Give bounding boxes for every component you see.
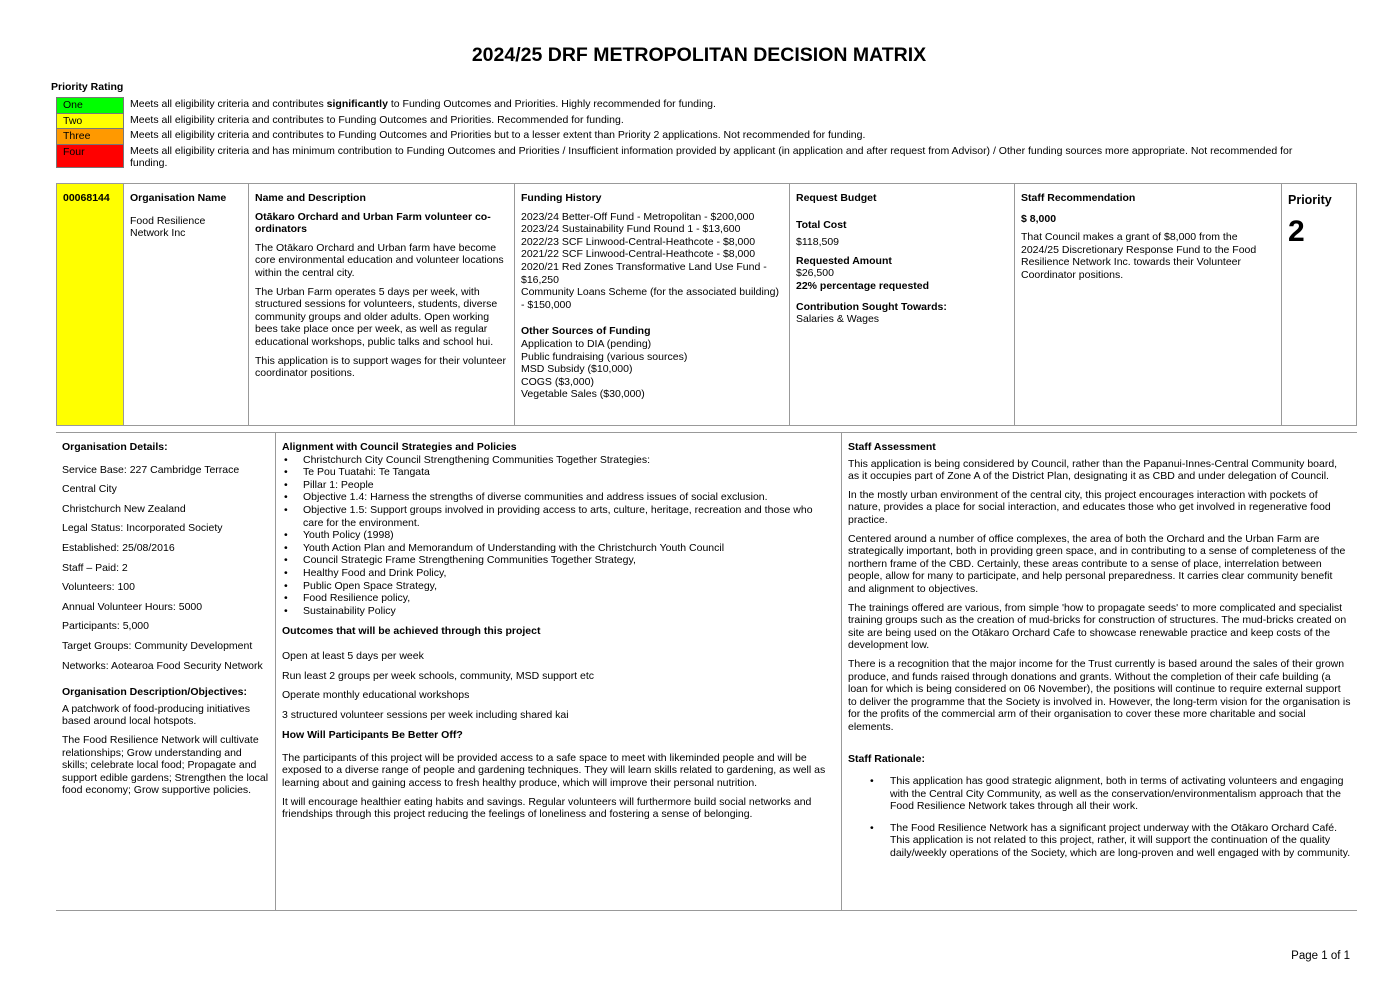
funding-history-heading: Funding History [521, 192, 602, 204]
outcome-item: 3 structured volunteer sessions per week including shared kai [282, 708, 569, 721]
rationale-list [848, 775, 1351, 860]
priority-desc-four: Meets all eligibility criteria and has minimum contribution to Funding Outcomes and Priorities / Insufficient information provided by applicant (in application and after request from Advisor) / Other funding sources more appropriate. Not recommended for funding. [130, 144, 1293, 170]
funding-history-item: 2022/23 SCF Linwood-Central-Heathcote - $8,000 [521, 235, 756, 248]
request-budget-heading: Request Budget [796, 192, 877, 204]
staff-assessment-heading: Staff Assessment [848, 441, 936, 453]
alignment-item: • Pillar 1: People [282, 479, 835, 492]
rationale-item: • This application has good strategic alignment, both in terms of activating volunteers and engaging with the Central City Community, as well as the conservation/environmentalism approach that the Food Resilience Network takes through all their work. [848, 775, 1351, 813]
funding-history-item: Community Loans Scheme (for the associated building) - $150,000 [521, 286, 779, 311]
assessment-para: The trainings offered are various, from simple 'how to propagate seeds' to more complicated and specialist training groups such as the creation of mud-bricks for construction of structures. The mud-bricks created on site are being used on the Otākaro Orchard Cafe to showcase renewable practice and keep costs of the development low. [848, 601, 1347, 652]
alignment-item: • Youth Action Plan and Memorandum of Understanding with the Christchurch Youth Council [282, 542, 835, 555]
other-funding-item: Public fundraising (various sources) [521, 350, 688, 363]
better-off-para: The participants of this project will be provided access to a safe space to meet with likeminded people and will be exposed to a diverse range of people and gardening techniques. They will learn skills related to gardening, as well as learning about and gaining access to fresh healthy produce, which will improve their personal nutrition. [282, 751, 826, 790]
org-detail-line: Staff – Paid: 2 [62, 561, 128, 574]
better-off-heading: How Will Participants Be Better Off? [282, 729, 463, 742]
name-description-heading: Name and Description [255, 192, 366, 204]
org-detail-line: Central City [62, 483, 117, 496]
alignment-item: • Te Pou Tuatahi: Te Tangata [282, 466, 835, 479]
staff-recommendation-amount: $ 8,000 [1021, 212, 1057, 225]
alignment-item: • Objective 1.4: Harness the strengths of diverse communities and address issues of social exclusion. [282, 491, 835, 504]
staff-rationale-heading: Staff Rationale: [848, 753, 926, 766]
priority-cell [1282, 184, 1356, 425]
priority-desc-two: Meets all eligibility criteria and contributes to Funding Outcomes and Priorities. Recommended for funding. [130, 113, 624, 126]
org-details-heading: Organisation Details: [62, 441, 168, 453]
org-name-heading: Organisation Name [130, 192, 227, 204]
org-detail-line: Service Base: 227 Cambridge Terrace [62, 463, 240, 476]
funding-history-item: 2021/22 SCF Linwood-Central-Heathcote - $8,000 [521, 248, 756, 261]
priority-swatch-one: One [56, 97, 124, 113]
assessment-para: This application is being considered by Council, rather than the Papanui-Innes-Central Community board, as it occupies part of Zone A of the District Plan, designating it as CBD and under delegation of Council. [848, 457, 1338, 483]
alignment-list [282, 454, 835, 618]
alignment-item: • Public Open Space Strategy, [282, 580, 835, 593]
org-description-heading: Organisation Description/Objectives: [62, 686, 247, 699]
org-description-para: A patchwork of food-producing initiatives based around local hotspots. [62, 702, 250, 728]
priority-value: 2 [1288, 215, 1305, 248]
better-off-para: It will encourage healthier eating habits and savings. Regular volunteers will furthermore build social networks and friendships through this project reducing the feelings of loneliness and fostering a sense of belonging. [282, 795, 812, 821]
assessment-para: There is a recognition that the major income for the Trust currently is based around the sales of their grown produce, and funds raised through donations and grants. Without the completion of their cafe building (a loan for which is being considered on 06 November), the positions will continue to require external support to deliver the programme that the Society is involved in. However, the long-term vision for the organisation is for the profits of the commercial arm of their organisation to cover these more charitable and social elements. [848, 657, 1351, 733]
org-detail-line: Established: 25/08/2016 [62, 541, 175, 554]
org-detail-line: Participants: 5,000 [62, 620, 149, 633]
staff-assessment-cell [842, 433, 1357, 910]
total-cost-value: $118,509 [796, 236, 840, 249]
organisation-cell [124, 184, 249, 425]
details-table [56, 433, 1357, 911]
priority-row-two [56, 113, 1316, 129]
staff-recommendation-text: That Council makes a grant of $8,000 from the 2024/25 Discretionary Response Fund to the Food Resilience Network Inc. towards their Volunteer Coordinator positions. [1021, 231, 1257, 281]
page-number: Page 1 of 1 [1291, 950, 1350, 962]
org-name: Food Resilience Network Inc [130, 214, 206, 240]
alignment-item: • Objective 1.5: Support groups involved in providing access to arts, culture, heritage, recreation and those who care for the environment. [282, 504, 835, 529]
request-budget-cell [790, 184, 1015, 425]
alignment-item: • Healthy Food and Drink Policy, [282, 567, 835, 580]
org-detail-line: Networks: Aotearoa Food Security Network [62, 659, 263, 672]
outcome-item: Run least 2 groups per week schools, community, MSD support etc [282, 669, 595, 682]
priority-swatch-three: Three [56, 128, 124, 144]
contribution-sought-value: Salaries & Wages [796, 313, 880, 326]
org-detail-line: Target Groups: Community Development [62, 639, 253, 652]
other-funding-item: COGS ($3,000) [521, 375, 594, 388]
other-funding-heading: Other Sources of Funding [521, 325, 651, 338]
description-para: The Urban Farm operates 5 days per week, with structured sessions for volunteers, students, diverse community groups and older adults. Open working bees take place once per week, as well as regular educational workshops, public talks and school hui. [255, 285, 498, 348]
description-para: This application is to support wages for their volunteer coordinator positions. [255, 354, 506, 380]
org-detail-line: Annual Volunteer Hours: 5000 [62, 600, 203, 613]
org-description-para: The Food Resilience Network will cultivate relationships; Grow understanding and skills; celebrate local food; Propagate and support edible gardens; Strengthen the local food economy; Grow supportive policies. [62, 733, 269, 797]
description-para: The Otākaro Orchard and Urban farm have become core environmental education and volunteer locations within the central city. [255, 241, 504, 279]
alignment-item: • Food Resilience policy, [282, 592, 835, 605]
assessment-para: Centered around a number of office complexes, the area of both the Orchard and the Urban Farm are strategically important, both in providing green space, and in contributing to a sense of completeness of the northern frame of the CBD. Certainly, these areas contribute to a sense of place, interrelation between people, allow for many to participate, and help personal preparedness. It carries clear community benefit and alignment to objectives. [848, 532, 1346, 595]
rationale-item: • The Food Resilience Network has a significant project underway with the Otākaro Orchard Café. This application is not related to this project, rather, it will support the continuation of the quality daily/weekly operations of the Society, which are long-proven and well engaged with by community. [848, 822, 1351, 860]
outcome-item: Operate monthly educational workshops [282, 689, 470, 702]
other-funding-item: Vegetable Sales ($30,000) [521, 388, 645, 401]
application-summary-table [56, 183, 1357, 426]
outcomes-heading: Outcomes that will be achieved through this project [282, 625, 541, 638]
priority-desc-three: Meets all eligibility criteria and contributes to Funding Outcomes and Priorities but to a lesser extent than Priority 2 applications. Not recommended for funding. [130, 129, 866, 142]
alignment-item: • Council Strategic Frame Strengthening Communities Together Strategy, [282, 554, 835, 567]
total-cost-label: Total Cost [796, 218, 847, 231]
outcome-item: Open at least 5 days per week [282, 649, 424, 662]
contribution-sought-label: Contribution Sought Towards: [796, 300, 947, 313]
name-description-cell [249, 184, 515, 425]
funding-history-cell [515, 184, 790, 425]
staff-recommendation-heading: Staff Recommendation [1021, 192, 1136, 204]
other-funding-item: MSD Subsidy ($10,000) [521, 363, 633, 376]
priority-rating-heading: Priority Rating [51, 81, 124, 93]
funding-history-item: 2023/24 Better-Off Fund - Metropolitan - $200,000 [521, 210, 755, 223]
alignment-cell [276, 433, 842, 910]
priority-row-one [56, 97, 1316, 113]
org-detail-line: Legal Status: Incorporated Society [62, 522, 223, 535]
percentage-requested: 22% percentage requested [796, 279, 930, 292]
priority-row-four [56, 144, 1316, 171]
alignment-item: • Sustainability Policy [282, 605, 835, 618]
staff-recommendation-cell [1015, 184, 1282, 425]
page-title: 2024/25 DRF METROPOLITAN DECISION MATRIX [471, 44, 927, 66]
project-title: Otākaro Orchard and Urban Farm volunteer co-ordinators [255, 210, 491, 236]
application-id: 00068144 [57, 184, 124, 425]
funding-history-item: 2020/21 Red Zones Transformative Land Use Fund - $16,250 [521, 260, 767, 286]
priority-heading: Priority [1288, 193, 1332, 207]
org-detail-line: Volunteers: 100 [62, 581, 135, 594]
priority-row-three [56, 128, 1316, 144]
requested-amount-label: Requested Amount [796, 254, 892, 267]
priority-swatch-four: Four [56, 144, 124, 168]
org-detail-line: Christchurch New Zealand [62, 502, 186, 515]
priority-rating-legend [56, 97, 1316, 171]
requested-amount-value: $26,500 [796, 267, 834, 280]
alignment-heading: Alignment with Council Strategies and Policies [282, 441, 517, 453]
priority-swatch-two: Two [56, 113, 124, 129]
other-funding-item: Application to DIA (pending) [521, 337, 652, 350]
funding-history-item: 2023/24 Sustainability Fund Round 1 - $13,600 [521, 223, 741, 236]
alignment-item: • Christchurch City Council Strengthening Communities Together Strategies: [282, 454, 835, 467]
priority-desc-one: Meets all eligibility criteria and contributes significantly to Funding Outcomes and Priorities. Highly recommended for funding. [130, 98, 716, 110]
organisation-details-cell [56, 433, 276, 910]
assessment-para: In the mostly urban environment of the central city, this project encourages interaction with pockets of nature, provides a place for social interaction, and educates those who get involved in regenerative food practice. [848, 488, 1331, 526]
alignment-item: • Youth Policy (1998) [282, 529, 835, 542]
